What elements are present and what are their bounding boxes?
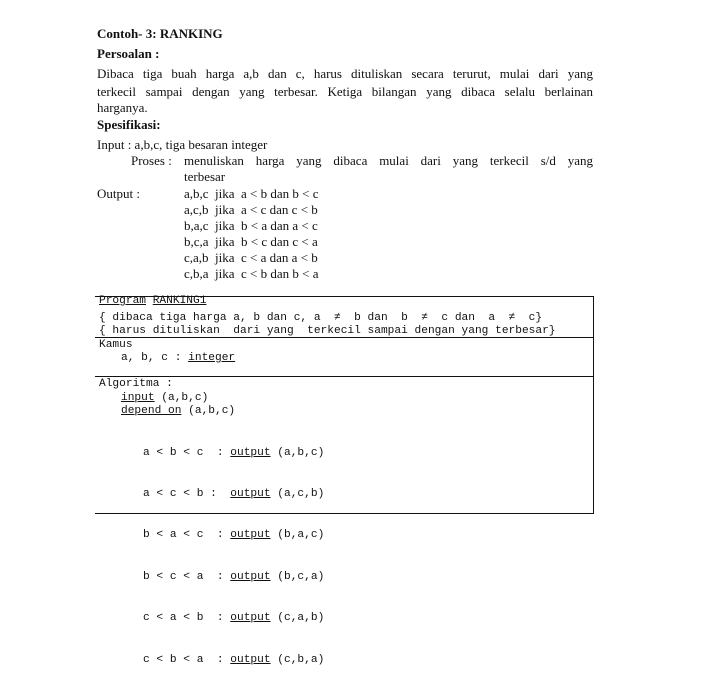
spec-proses-line-1: menuliskan harga yang dibaca mulai dari yang terkecil s/d yang — [184, 153, 593, 168]
input-keyword: input — [121, 392, 155, 404]
output-condition: jika c < b dan b < a — [215, 266, 319, 281]
output-condition: jika a < b dan b < c — [215, 186, 319, 201]
spec-output-row — [184, 266, 319, 282]
persoalan-text-line-1: Dibaca tiga buah harga a,b dan c, harus dituliskan secara terurut, mulai dari yang — [97, 66, 593, 81]
depend-args: (a,b,c) — [181, 405, 236, 417]
spec-output-row — [184, 186, 319, 202]
program-comment-1: { dibaca tiga harga a, b dan c, a ≠ b dan b ≠ c dan a ≠ c} — [99, 312, 543, 324]
case-row — [143, 447, 324, 461]
case-output-args: (a,b,c) — [270, 446, 325, 459]
program-box-right-border — [593, 296, 594, 514]
case-row — [143, 529, 324, 543]
case-row — [143, 612, 324, 626]
kamus-vars: a, b, c : — [121, 352, 189, 364]
output-condition: jika b < c dan c < a — [215, 234, 318, 249]
persoalan-text-line-2: terkecil sampai dengan yang terbesar. Ketiga bilangan yang dibaca selalu berlainan — [97, 84, 593, 99]
algoritma-heading: Algoritma : — [99, 378, 173, 390]
depend-keyword: depend on — [121, 405, 182, 417]
output-result: c,a,b — [184, 250, 209, 265]
case-row — [143, 654, 324, 668]
spec-output-label: Output : — [97, 186, 140, 201]
spec-proses-label: Proses : — [131, 153, 172, 168]
case-output-keyword: output — [230, 446, 271, 459]
case-output-args: (b,c,a) — [270, 570, 325, 583]
output-condition: jika b < a dan a < c — [215, 218, 318, 233]
kamus-heading: Kamus — [99, 339, 133, 351]
output-result: b,a,c — [184, 218, 209, 233]
spec-proses-line-2: terbesar — [184, 169, 226, 184]
case-output-keyword: output — [230, 487, 271, 500]
case-output-keyword: output — [230, 653, 271, 666]
program-box-divider-2 — [95, 376, 594, 377]
persoalan-text-line-3: harganya. — [97, 100, 148, 115]
algoritma-depend-statement — [121, 405, 235, 419]
output-result: a,b,c — [184, 186, 209, 201]
case-output-args: (c,a,b) — [270, 612, 325, 625]
spec-output-row — [184, 234, 319, 250]
program-header — [99, 295, 206, 309]
spec-input: Input : a,b,c, tiga besaran integer — [97, 137, 268, 152]
output-result: c,b,a — [184, 266, 209, 281]
spec-output-row — [184, 218, 319, 234]
output-condition: jika a < c dan c < b — [215, 202, 318, 217]
case-condition: c < b < a : — [143, 653, 231, 666]
case-condition: b < c < a : — [143, 570, 231, 583]
kamus-declaration — [121, 352, 235, 366]
case-condition: c < a < b : — [143, 612, 231, 625]
persoalan-heading: Persoalan : — [97, 46, 160, 61]
case-condition: a < b < c : — [143, 446, 231, 459]
output-result: b,c,a — [184, 234, 209, 249]
spec-output-row — [184, 250, 319, 266]
kamus-type: integer — [188, 352, 236, 364]
spec-output-list — [184, 186, 319, 282]
algoritma-input-statement — [121, 392, 208, 406]
case-row — [143, 571, 324, 585]
case-output-keyword: output — [230, 529, 271, 542]
case-output-args: (b,a,c) — [270, 529, 325, 542]
program-name: RANKING1 — [152, 295, 207, 307]
case-condition: b < a < c : — [143, 529, 231, 542]
spesifikasi-heading: Spesifikasi: — [97, 117, 161, 132]
program-comment-2: { harus dituliskan dari yang terkecil sampai dengan yang terbesar} — [99, 325, 556, 337]
algoritma-case-list — [143, 419, 324, 681]
program-keyword: Program — [99, 295, 146, 307]
case-output-args: (c,b,a) — [270, 653, 325, 666]
case-output-keyword: output — [230, 612, 271, 625]
case-output-args: (a,c,b) — [270, 487, 325, 500]
spec-output-row — [184, 202, 319, 218]
case-row — [143, 488, 324, 502]
input-args: (a,b,c) — [154, 392, 209, 404]
output-result: a,c,b — [184, 202, 209, 217]
output-condition: jika c < a dan a < b — [215, 250, 318, 265]
case-output-keyword: output — [230, 570, 271, 583]
page-title: Contoh- 3: RANKING — [97, 26, 223, 41]
case-condition: a < c < b : — [143, 487, 231, 500]
